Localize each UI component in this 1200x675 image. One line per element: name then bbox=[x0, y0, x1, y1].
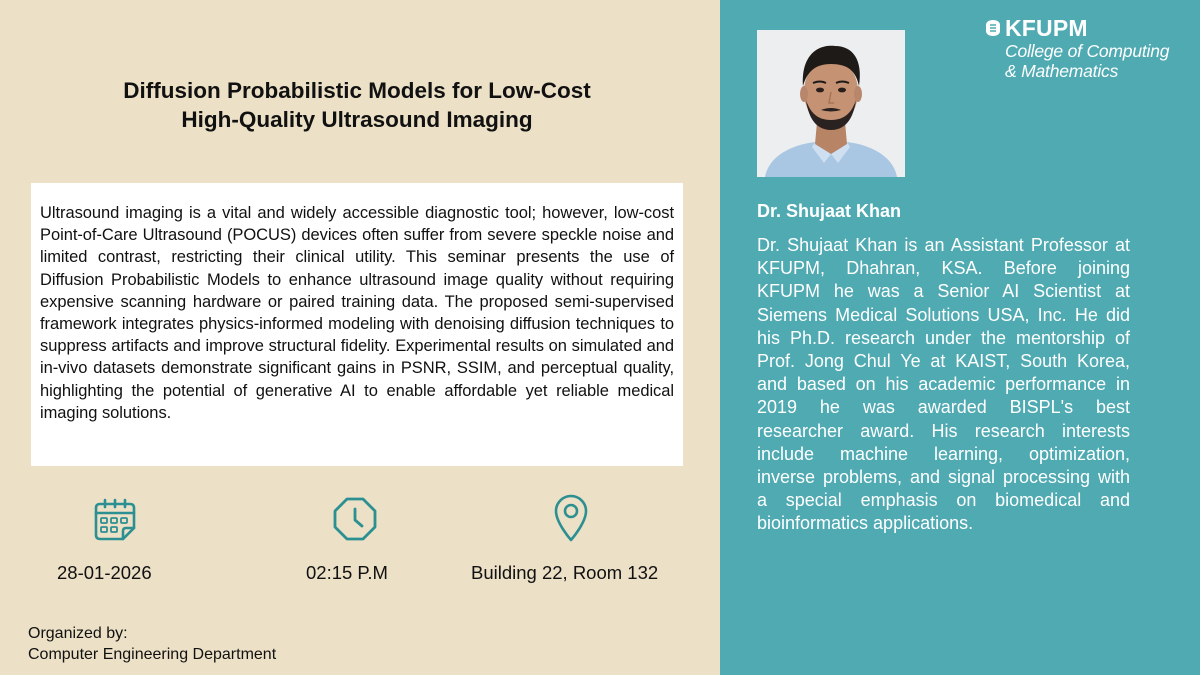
clock-icon bbox=[332, 496, 378, 542]
logo-line-1: College of Computing bbox=[1005, 41, 1170, 61]
event-date: 28-01-2026 bbox=[57, 562, 152, 583]
logo-name: KFUPM bbox=[1005, 14, 1088, 41]
abstract-box bbox=[31, 183, 683, 466]
speaker-name: Dr. Shujaat Khan bbox=[757, 201, 902, 221]
speaker-bio: Dr. Shujaat Khan is an Assistant Professor at KFUPM, Dhahran, KSA. Before joining KFUPM he was a Senior AI Scientist at Siemens Medical Solutions USA, Inc. He did his Ph.D. research under the mentorship of Prof. Jong Chul Ye at KAIST, South Korea, and based on his academic performance in 2019 he was awarded BISPL's best researcher award. His research interests include machine learning, optimization, inverse problems, and signal processing with a special emphasis on biomedical and bioinformatics applications. bbox=[757, 235, 1130, 534]
event-title bbox=[40, 76, 674, 134]
kfupm-emblem-icon bbox=[985, 19, 1001, 37]
abstract-text: Ultrasound imaging is a vital and widely accessible diagnostic tool; however, low-cost Point-of-Care Ultrasound (POCUS) devices often suffer from severe speckle noise and limited contrast, restricting their clinical utility. This seminar presents the use of Diffusion Probabilistic Models to enhance ultrasound image quality without requiring expensive scanning hardware or paired training data. The proposed semi-supervised framework integrates physics-informed modeling with denoising diffusion techniques to suppress artifacts and improve structural fidelity. Experimental results on simulated and in-vivo datasets demonstrate significant gains in PSNR, SSIM, and perceptual quality, highlighting the potential of generative AI to enable affordable yet reliable medical imaging solutions. bbox=[40, 204, 674, 422]
organizer-block bbox=[28, 623, 276, 665]
calendar-icon bbox=[92, 497, 138, 543]
event-time: 02:15 P.M bbox=[306, 562, 388, 583]
speaker-photo bbox=[757, 30, 905, 177]
event-title-line-2: High-Quality Ultrasound Imaging bbox=[181, 107, 533, 132]
event-title-line-1: Diffusion Probabilistic Models for Low-Cost bbox=[123, 78, 591, 103]
organizer-name: Computer Engineering Department bbox=[28, 646, 277, 663]
location-pin-icon bbox=[552, 493, 590, 543]
event-location: Building 22, Room 132 bbox=[471, 562, 659, 583]
logo-line-2: & Mathematics bbox=[1005, 61, 1119, 81]
kfupm-logo bbox=[985, 15, 1169, 81]
organizer-label: Organized by: bbox=[28, 625, 128, 642]
